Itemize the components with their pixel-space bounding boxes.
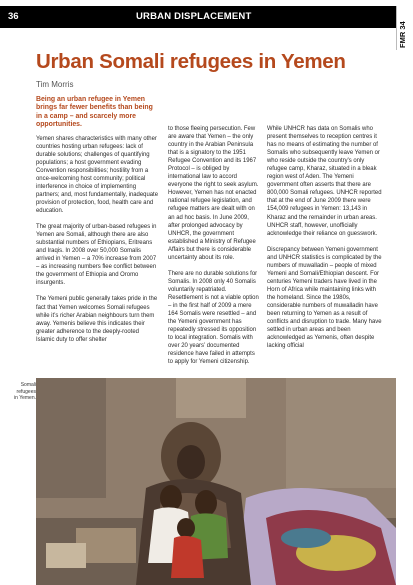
page-number: 36 <box>8 11 19 22</box>
article-lead: Being an urban refugee in Yemen brings far fewer benefits than being in a camp – and scarcely more opportunities. <box>36 96 153 129</box>
refugee-family-photo <box>36 378 396 585</box>
section-title: URBAN DISPLACEMENT <box>136 11 252 22</box>
paragraph: The Yemeni public generally takes pride in the fact that Yemen welcomes Somali refugees while it’s richer Arabian neighbours turn them away. Yemenis believe this indicates their greater adherence to the deeply-rooted Islamic duty to offer shelter <box>36 296 158 343</box>
column-2 <box>168 125 260 374</box>
paragraph: There are no durable solutions for Somalis. In 2008 only 40 Somalis voluntarily repatriated. Resettlement is not a viable option – in the first half of 2009 a mere 164 Somalis were resettled – and the Yemeni government has repeatedly stressed its opposition to local integration. Somalis with over 20 years’ documented residence have failed in attempts to apply for Yemeni citizenship. <box>168 270 259 366</box>
paragraph: Yemen shares characteristics with many other countries hosting urban refugees: lack of durable solutions; challenges of quantifying populations; a host government evading Convention responsibilities; hostility from a once-welcoming host community; political interference in choice of implementing partners; and, most fundamentally, inadequate provision of protection, food, health care and education. <box>36 135 159 215</box>
photo-caption: Somali refugees in Yemen. <box>14 382 36 401</box>
header-bar <box>0 6 396 28</box>
column-1 <box>36 96 158 352</box>
paragraph: to those fleeing persecution. Few are aware that Yemen – the only country in the Arabian Peninsula that is a signatory to the 1951 Refugee Convention and its 1967 Protocol – is obliged by international law to accord everyone the right to seek asylum. However, Yemen has not enacted national refugee legislation, and refugee matters are dealt with on an ad hoc basis. In June 2009, after prolonged advocacy by UNHCR, the government established a Ministry of Refugee Affairs but there is considerable uncertainty about its role. <box>168 126 259 261</box>
article-title: Urban Somali refugees in Yemen <box>36 50 346 73</box>
column-3 <box>267 125 385 358</box>
photo-illustration <box>36 378 396 585</box>
paragraph: Discrepancy between Yemeni government and UNHCR statistics is complicated by the numbers of muwalladin – people of mixed Yemeni and Somali/Ethiopian descent. For centuries Yemeni traders have lived in the Horn of Africa while maintaining links with the homeland. Since the 1980s, considerable numbers of muwalladin have been returning to Yemen as a result of conflicts and disruption to trade. Many have settled in urban areas and been acknowledged as Yemenis, often despite lacking official <box>267 246 382 350</box>
paragraph: The great majority of urban-based refugees in Yemen are Somali, although there are also substantial numbers of Ethiopians, Eritreans and Iraqis. In 2008 over 50,000 Somalis arrived in Yemen – a 70% increase from 2007 – as increasing numbers flee conflict between the government of Ethiopia and Oromo insurgents. <box>36 224 157 287</box>
issue-tab-label: FMR 34 <box>398 21 407 48</box>
issue-tab <box>396 6 413 50</box>
paragraph: While UNHCR has data on Somalis who present themselves to reception centres it has no means of estimating the number of Somalis who subsequently leave Yemen or who reside outside the country’s only refugee camp, Kharaz, situated in a bleak region west of Aden. The Yemeni government often asserts that there are 800,000 Somali refugees. UNHCR reported that at the end of June 2009 there were 154,009 refugees in Yemen: 13,143 in Kharaz and the remainder in urban areas. UNHCR staff, however, unofficially acknowledge their reliance on guesswork. <box>267 126 382 237</box>
article-author: Tim Morris <box>36 80 74 89</box>
